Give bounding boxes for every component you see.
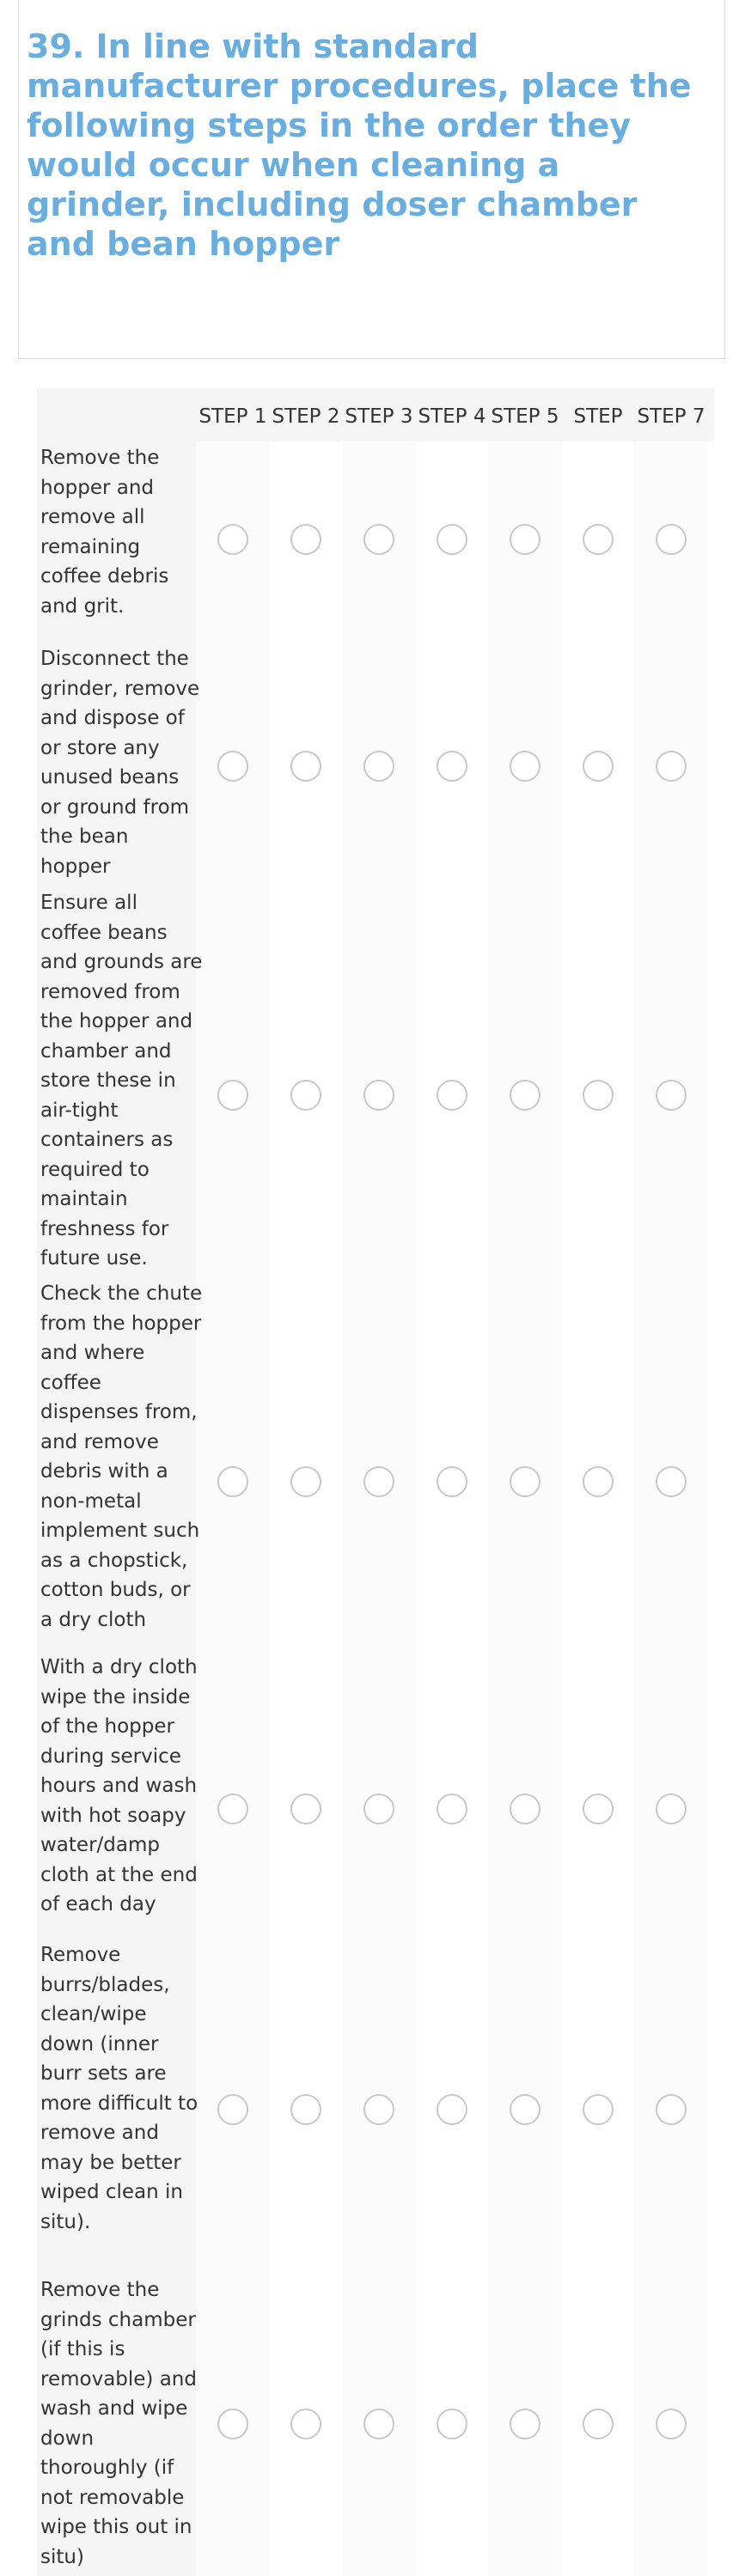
radio-row-2-step-2[interactable] xyxy=(290,751,321,782)
radio-row-1-step-7[interactable] xyxy=(656,524,687,555)
radio-row-1-step-5[interactable] xyxy=(510,524,541,555)
row-label-2: Disconnect the grinder, remove and dispose of or store any unused beans or ground from the bean hopper xyxy=(40,648,200,878)
radio-row-5-step-1[interactable] xyxy=(217,1793,248,1824)
row-label-7: Remove the grinds chamber (if this is removable) and wash and wipe down thoroughly (if not removable wipe this out in situ) xyxy=(40,2279,197,2568)
column-header-step-4: STEP 4 xyxy=(418,405,486,428)
radio-row-7-step-3[interactable] xyxy=(363,2409,394,2439)
row-label-1: Remove the hopper and remove all remaining coffee debris and grit. xyxy=(40,447,169,618)
radio-row-2-step-1[interactable] xyxy=(217,751,248,782)
radio-row-5-step-2[interactable] xyxy=(290,1793,321,1824)
radio-row-6-step-5[interactable] xyxy=(510,2094,541,2125)
radio-row-1-step-6[interactable] xyxy=(583,524,614,555)
radio-row-7-step-2[interactable] xyxy=(290,2409,321,2439)
radio-row-2-step-6[interactable] xyxy=(583,751,614,782)
row-label-4: Check the chute from the hopper and where coffee dispenses from, and remove debris with a non-metal implement such as a chopstick, cotton buds, or a dry cloth xyxy=(40,1282,203,1631)
radio-row-2-step-4[interactable] xyxy=(437,751,467,782)
radio-row-7-step-4[interactable] xyxy=(437,2409,467,2439)
row-label-3: Ensure all coffee beans and grounds are removed from the hopper and chamber and store these in air-tight containers as required to maintain freshness for future use. xyxy=(40,892,203,1270)
radio-row-1-step-3[interactable] xyxy=(363,524,394,555)
radio-row-3-step-5[interactable] xyxy=(510,1080,541,1111)
radio-row-4-step-5[interactable] xyxy=(510,1466,541,1497)
radio-row-2-step-7[interactable] xyxy=(656,751,687,782)
radio-row-5-step-7[interactable] xyxy=(656,1793,687,1824)
column-header-step-5: STEP 5 xyxy=(491,405,559,428)
column-header-step-3: STEP 3 xyxy=(345,405,413,428)
radio-row-3-step-6[interactable] xyxy=(583,1080,614,1111)
radio-row-4-step-6[interactable] xyxy=(583,1466,614,1497)
radio-row-4-step-1[interactable] xyxy=(217,1466,248,1497)
radio-row-4-step-7[interactable] xyxy=(656,1466,687,1497)
radio-row-4-step-3[interactable] xyxy=(363,1466,394,1497)
radio-row-6-step-3[interactable] xyxy=(363,2094,394,2125)
radio-row-7-step-6[interactable] xyxy=(583,2409,614,2439)
question-box xyxy=(18,0,725,359)
radio-row-5-step-5[interactable] xyxy=(510,1793,541,1824)
radio-row-4-step-2[interactable] xyxy=(290,1466,321,1497)
radio-row-2-step-3[interactable] xyxy=(363,751,394,782)
radio-row-3-step-7[interactable] xyxy=(656,1080,687,1111)
radio-row-7-step-5[interactable] xyxy=(510,2409,541,2439)
radio-row-6-step-4[interactable] xyxy=(437,2094,467,2125)
radio-row-4-step-4[interactable] xyxy=(437,1466,467,1497)
radio-row-6-step-7[interactable] xyxy=(656,2094,687,2125)
radio-row-5-step-4[interactable] xyxy=(437,1793,467,1824)
column-header-step-6: STEP xyxy=(573,405,623,428)
radio-row-7-step-7[interactable] xyxy=(656,2409,687,2439)
radio-row-3-step-2[interactable] xyxy=(290,1080,321,1111)
row-label-6: Remove burrs/blades, clean/wipe down (inner burr sets are more difficult to remove and may be better wiped clean in situ). xyxy=(40,1944,198,2233)
radio-row-5-step-6[interactable] xyxy=(583,1793,614,1824)
radio-row-3-step-3[interactable] xyxy=(363,1080,394,1111)
column-header-step-1: STEP 1 xyxy=(198,405,267,428)
radio-row-1-step-1[interactable] xyxy=(217,524,248,555)
radio-row-5-step-3[interactable] xyxy=(363,1793,394,1824)
question-title: 39. In line with standard manufacturer procedures, place the following steps in the order they would occur when cleaning a grinder, including doser chamber and bean hopper xyxy=(27,27,692,263)
radio-row-3-step-4[interactable] xyxy=(437,1080,467,1111)
radio-row-1-step-4[interactable] xyxy=(437,524,467,555)
row-label-5: With a dry cloth wipe the inside of the hopper during service hours and wash with hot soapy water/damp cloth at the end of each day xyxy=(40,1656,198,1915)
column-header-step-7: STEP 7 xyxy=(637,405,705,428)
radio-row-6-step-6[interactable] xyxy=(583,2094,614,2125)
radio-row-7-step-1[interactable] xyxy=(217,2409,248,2439)
column-header-step-2: STEP 2 xyxy=(272,405,340,428)
step-order-matrix xyxy=(37,388,714,2576)
radio-row-6-step-1[interactable] xyxy=(217,2094,248,2125)
radio-row-1-step-2[interactable] xyxy=(290,524,321,555)
radio-row-3-step-1[interactable] xyxy=(217,1080,248,1111)
radio-row-6-step-2[interactable] xyxy=(290,2094,321,2125)
radio-row-2-step-5[interactable] xyxy=(510,751,541,782)
